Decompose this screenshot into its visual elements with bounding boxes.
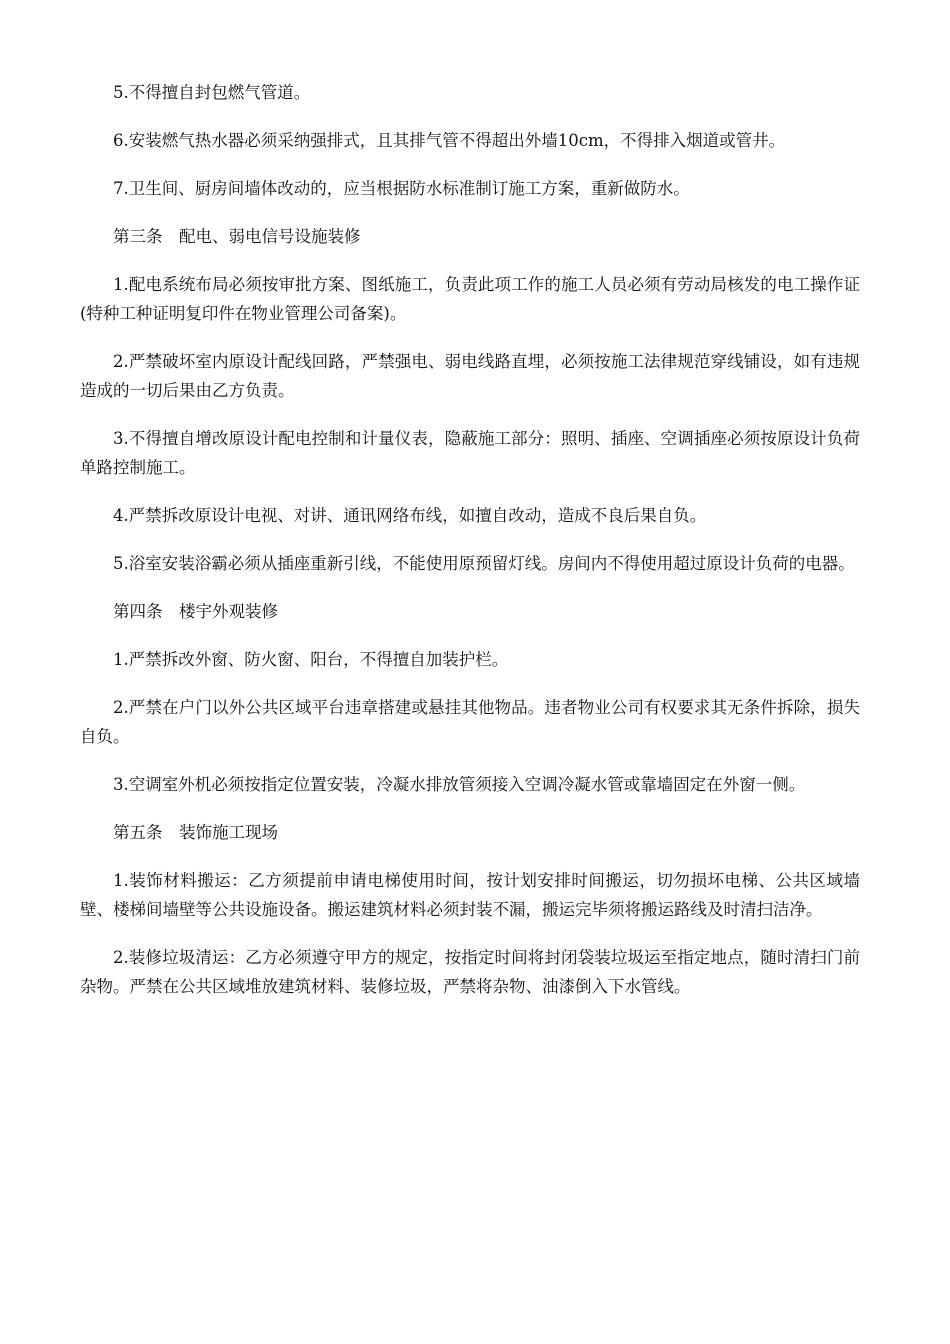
paragraph-gas-water-heater: 6.安装燃气热水器必须采纳强排式，且其排气管不得超出外墙10cm，不得排入烟道或管井。 bbox=[113, 131, 786, 150]
document-body bbox=[80, 78, 860, 1020]
paragraph-bath-heater: 5.浴室安装浴霸必须从插座重新引线，不能使用原预留灯线。房间内不得使用超过原设计负荷的电器。 bbox=[113, 554, 855, 573]
article-3-heading: 第三条 配电、弱电信号设施装修 bbox=[113, 227, 361, 246]
paragraph-bathroom-waterproofing: 7.卫生间、厨房间墙体改动的，应当根据防水标准制订施工方案，重新做防水。 bbox=[113, 179, 690, 198]
article-5-heading: 第五条 装饰施工现场 bbox=[113, 823, 278, 842]
paragraph-gas-pipe-enclosure: 5.不得擅自封包燃气管道。 bbox=[113, 83, 311, 102]
paragraph-meters-control: 3.不得擅自增改原设计配电控制和计量仪表，隐蔽施工部分：照明、插座、空调插座必须按原设计负荷单路控制施工。 bbox=[80, 429, 860, 477]
paragraph-tv-network-wiring: 4.严禁拆改原设计电视、对讲、通讯网络布线，如擅自改动，造成不良后果自负。 bbox=[113, 506, 707, 525]
paragraph-ac-outdoor-unit: 3.空调室外机必须按指定位置安装，冷凝水排放管须接入空调冷凝水管或靠墙固定在外窗一侧。 bbox=[113, 775, 806, 794]
paragraph-waste-removal: 2.装修垃圾清运：乙方必须遵守甲方的规定，按指定时间将封闭袋装垃圾运至指定地点，随时清扫门前杂物。严禁在公共区域堆放建筑材料、装修垃圾，严禁将杂物、油漆倒入下水管线。 bbox=[80, 948, 860, 996]
article-4-heading: 第四条 楼宇外观装修 bbox=[113, 602, 278, 621]
paragraph-windows-balcony: 1.严禁拆改外窗、防火窗、阳台，不得擅自加装护栏。 bbox=[113, 650, 509, 669]
paragraph-public-area: 2.严禁在户门以外公共区域平台违章搭建或悬挂其他物品。违者物业公司有权要求其无条件拆除，损失自负。 bbox=[80, 698, 860, 746]
paragraph-electrical-layout: 1.配电系统布局必须按审批方案、图纸施工，负责此项工作的施工人员必须有劳动局核发的电工操作证(特种工种证明复印件在物业管理公司备案)。 bbox=[80, 275, 860, 323]
paragraph-material-transport: 1.装饰材料搬运：乙方须提前申请电梯使用时间，按计划安排时间搬运，切勿损坏电梯、公共区域墙壁、楼梯间墙壁等公共设施设备。搬运建筑材料必须封装不漏，搬运完毕须将搬运路线及时清扫洁净。 bbox=[80, 871, 860, 919]
paragraph-wiring-circuits: 2.严禁破坏室内原设计配线回路，严禁强电、弱电线路直埋，必须按施工法律规范穿线铺设，如有违规造成的一切后果由乙方负责。 bbox=[80, 352, 860, 400]
